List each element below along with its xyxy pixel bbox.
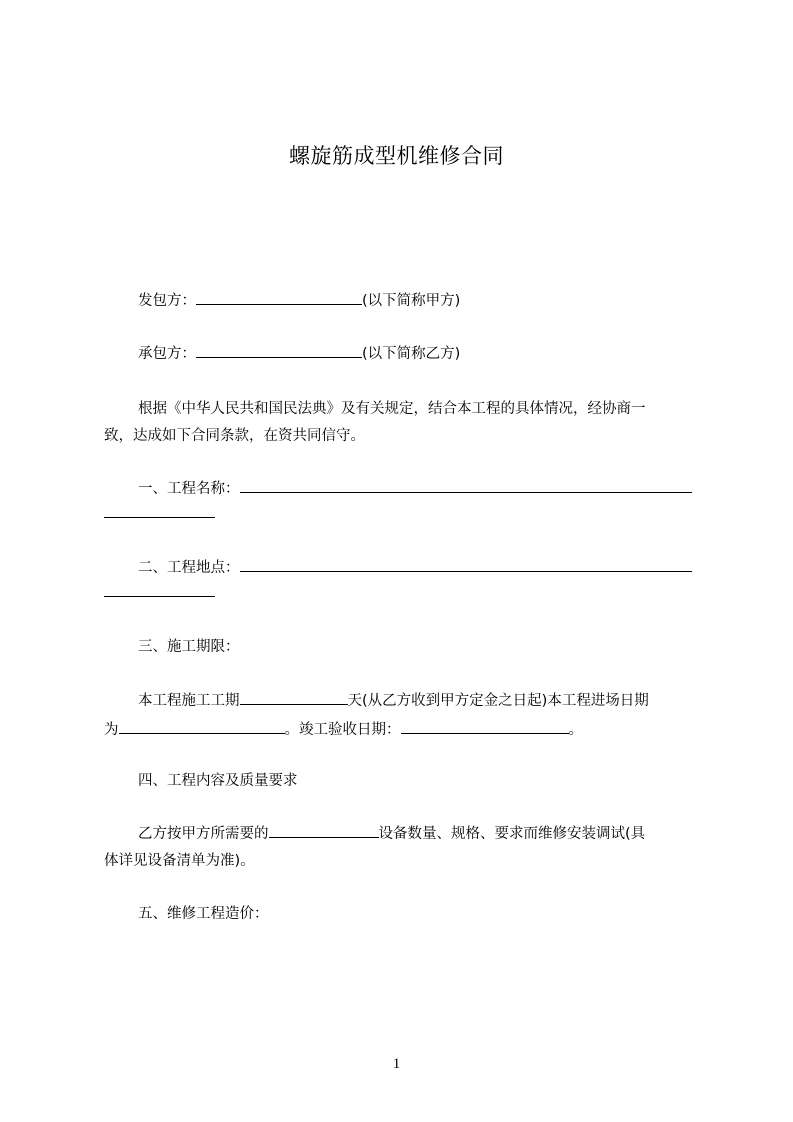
section-3-text-b: 天(从乙方收到甲方定金之日起)本工程进场日期 <box>347 693 649 709</box>
intro-line-1: 根据《中华人民共和国民法典》及有关规定，结合本工程的具体情况，经协商一 <box>138 401 646 417</box>
party-a-line <box>104 286 738 316</box>
project-name-blank-continued[interactable] <box>104 500 215 518</box>
section-4-text-a: 乙方按甲方所需要的 <box>138 826 269 842</box>
section-3-heading: 三、施工期限： <box>138 639 240 655</box>
section-4-text-b: 设备数量、规格、要求而维修安装调试(具 <box>378 826 646 842</box>
section-1-label: 一、工程名称： <box>138 481 240 497</box>
party-b-suffix: (以下简称乙方) <box>362 346 461 362</box>
section-3-line-2 <box>104 715 704 745</box>
section-3-text-d: 。竣工验收日期： <box>284 722 401 738</box>
section-3-text-a: 本工程施工工期 <box>138 693 240 709</box>
section-4-heading: 四、工程内容及质量要求 <box>138 773 298 789</box>
project-location-blank[interactable] <box>240 554 692 572</box>
section-4-line-1 <box>104 819 738 849</box>
intro-line-2: 致，达成如下合同条款，在资共同信守。 <box>104 428 365 444</box>
section-3-text-e: 。 <box>568 722 583 738</box>
party-b-label: 承包方： <box>138 346 196 362</box>
acceptance-date-blank[interactable] <box>401 716 569 734</box>
page-number: 1 <box>392 1056 401 1072</box>
section-3-text-c: 为 <box>104 722 119 738</box>
section-3-line-1 <box>104 686 738 716</box>
construction-period-blank[interactable] <box>240 687 348 705</box>
equipment-blank[interactable] <box>269 820 379 838</box>
party-b-line <box>104 339 738 369</box>
document-title: 螺旋筋成型机维修合同 <box>289 144 504 168</box>
party-a-blank[interactable] <box>196 287 362 305</box>
section-1-continuation <box>104 499 704 529</box>
entry-date-blank[interactable] <box>119 716 285 734</box>
project-location-blank-continued[interactable] <box>104 579 215 597</box>
party-b-blank[interactable] <box>196 340 362 358</box>
party-a-suffix: (以下简称甲方) <box>362 293 461 309</box>
section-4-line-2: 体详见设备清单为准)。 <box>104 853 255 869</box>
party-a-label: 发包方： <box>138 293 196 309</box>
section-5-heading: 五、维修工程造价： <box>138 906 269 922</box>
section-2-label: 二、工程地点： <box>138 560 240 576</box>
project-name-blank[interactable] <box>240 475 692 493</box>
section-2-continuation <box>104 578 704 608</box>
